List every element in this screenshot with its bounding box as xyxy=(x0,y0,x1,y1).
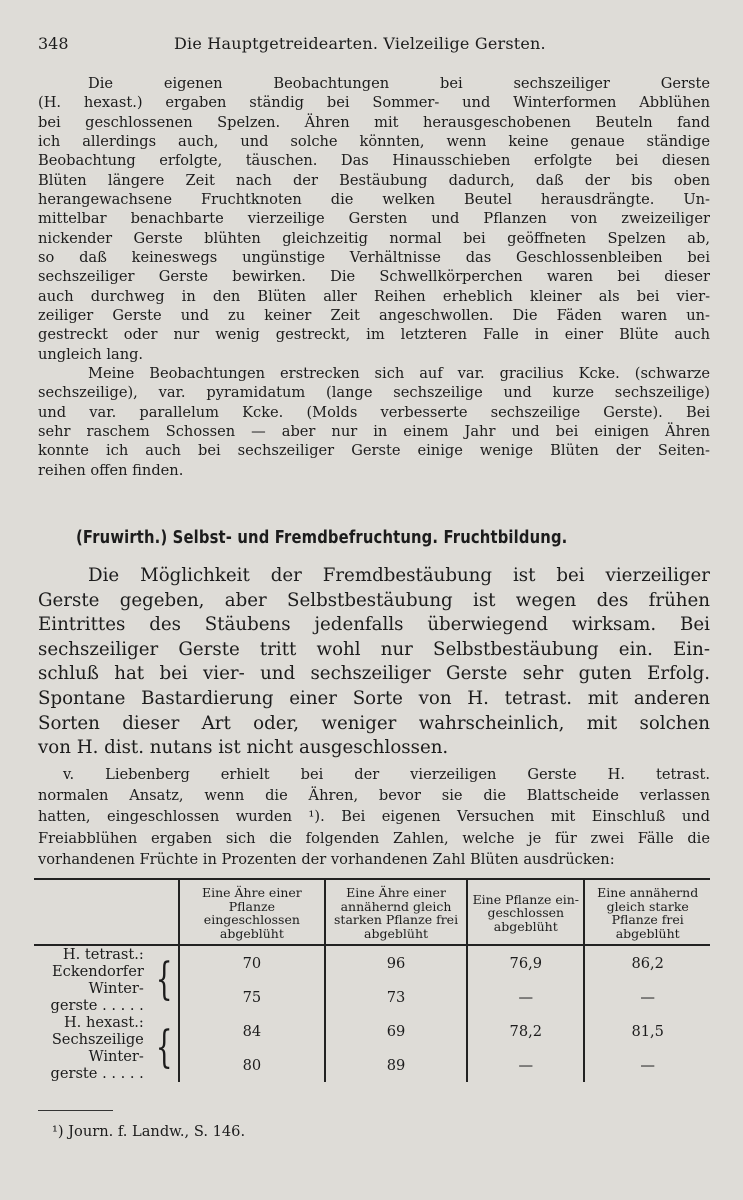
text-line: so daß keineswegs ungünstige Verhältnisse das Geschlossenbleiben bei xyxy=(38,249,710,267)
text-line: mittelbar benachbarte vierzeilige Gersten und Pflanzen von zweizeiliger xyxy=(38,210,710,228)
paragraph-pollination xyxy=(38,564,710,761)
text-line: sechszeilige), var. pyramidatum (lange sechszeilige und kurze sechszeilige) xyxy=(38,384,710,402)
table-cell: 76,9 xyxy=(467,945,584,980)
text-line: sechszeiliger Gerste tritt wohl nur Selbstbestäubung ein. Ein- xyxy=(38,638,710,660)
section-heading: (Fruwirth.) Selbst- und Fremdbefruchtung. Fruchtbildung. xyxy=(76,527,568,548)
column-header: Eine Ähre einer Pflanze eingeschlossen abgeblüht xyxy=(179,879,325,945)
text-line: Die eigenen Beobachtungen bei sechszeiliger Gerste xyxy=(88,75,710,92)
row-label-line: gerste . . . . . xyxy=(50,997,144,1014)
row-label-line: H. tetrast.: xyxy=(62,946,144,963)
text-line: nickender Gerste blühten gleichzeitig normal bei geöffneten Spelzen ab, xyxy=(38,229,710,247)
table-cell: 86,2 xyxy=(584,945,710,980)
row-label-line: gerste . . . . . xyxy=(50,1065,144,1082)
text-line: Sorten dieser Art oder, weniger wahrscheinlich, mit solchen xyxy=(38,712,710,734)
text-line: Beobachtung erfolgte, täuschen. Das Hinausschieben erfolgte bei diesen xyxy=(38,152,710,170)
text-line: bei geschlossenen Spelzen. Ähren mit herausgeschobenen Beuteln fand xyxy=(38,113,710,131)
row-label-line: Eckendorfer Winter- xyxy=(52,963,144,997)
running-title: Die Hauptgetreidearten. Vielzeilige Gersten. xyxy=(174,34,546,53)
table-row xyxy=(34,1014,710,1048)
text-line: und var. parallelum Kcke. (Molds verbesserte sechszeilige Gerste). Bei xyxy=(38,403,710,421)
text-line: Spontane Bastardierung einer Sorte von H. tetrast. mit anderen xyxy=(38,687,710,709)
row-label-line: Sechszeilige Winter- xyxy=(51,1031,144,1065)
text-line: Eintrittes des Stäubens jedenfalls überwiegend wirksam. Bei xyxy=(38,614,710,636)
results-table xyxy=(34,878,710,1082)
column-header: Eine Pflanze ein-geschlossen abgeblüht xyxy=(467,879,584,945)
text-line: auch durchweg in den Blüten aller Reihen erheblich kleiner als bei vier- xyxy=(38,287,710,305)
text-line: zeiliger Gerste und zu keiner Zeit angeschwollen. Die Fäden waren un- xyxy=(38,307,710,325)
footnote-rule xyxy=(38,1110,113,1111)
paragraph-varieties xyxy=(38,364,710,480)
table-cell: 89 xyxy=(325,1048,467,1082)
text-line: Die Möglichkeit der Fremdbestäubung ist bei vierzeiliger xyxy=(88,565,710,586)
text-line: hatten, eingeschlossen wurden ¹). Bei eigenen Versuchen mit Einschluß und xyxy=(38,808,710,826)
column-header: Eine annähernd gleich starke Pflanze frei abgeblüht xyxy=(584,879,710,945)
brace: { xyxy=(155,954,173,1005)
table-cell: — xyxy=(584,1048,710,1082)
text-line: v. Liebenberg erhielt bei der vierzeiligen Gerste H. tetrast. xyxy=(63,766,710,783)
text-line: sechszeiliger Gerste bewirken. Die Schwellkörperchen waren bei dieser xyxy=(38,268,710,286)
text-line: reihen offen finden. xyxy=(38,461,184,479)
text-line: Blüten längere Zeit nach der Bestäubung dadurch, daß der bis oben xyxy=(38,171,710,189)
text-line: Meine Beobachtungen erstrecken sich auf var. gracilius Kcke. (schwarze xyxy=(88,365,710,382)
text-line: schluß hat bei vier- und sechszeiliger Gerste sehr guten Erfolg. xyxy=(38,663,710,685)
text-line: herangewachsene Fruchtknoten die welken Beutel herausdrängte. Un- xyxy=(38,191,710,209)
text-line: gestreckt oder nur wenig gestreckt, im letzteren Falle in einer Blüte auch xyxy=(38,326,710,344)
text-line: ich allerdings auch, und solche könnten, wenn keine genaue ständige xyxy=(38,133,710,151)
column-header: Eine Ähre einer annähernd gleich starken Pflanze frei abgeblüht xyxy=(325,879,467,945)
text-line: ungleich lang. xyxy=(38,345,144,363)
table-cell: 69 xyxy=(325,1014,467,1048)
text-line: normalen Ansatz, wenn die Ähren, bevor sie die Blattscheide verlassen xyxy=(38,787,710,805)
stub-header xyxy=(34,879,179,945)
table-cell: — xyxy=(467,980,584,1014)
text-line: vorhandenen Früchte in Prozenten der vorhandenen Zahl Blüten ausdrücken: xyxy=(38,850,615,868)
text-line: konnte ich auch bei sechszeiliger Gerste einige wenige Blüten der Seiten- xyxy=(38,442,710,460)
page-number: 348 xyxy=(38,34,69,53)
row-label xyxy=(34,1014,150,1082)
paragraph-liebenberg xyxy=(38,764,710,870)
row-label-line: H. hexast.: xyxy=(63,1014,144,1031)
text-line: von H. dist. nutans ist nicht ausgeschlossen. xyxy=(38,737,449,759)
text-line: Gerste gegeben, aber Selbstbestäubung ist wegen des frühen xyxy=(38,589,710,611)
paragraph-observations xyxy=(38,74,710,364)
brace: { xyxy=(155,1022,173,1073)
table-cell: 78,2 xyxy=(467,1014,584,1048)
table-row xyxy=(34,945,710,980)
row-label xyxy=(34,945,150,1014)
table-cell: 70 xyxy=(179,945,325,980)
table-cell: 73 xyxy=(325,980,467,1014)
text-line: Freiabblühen ergaben sich die folgenden Zahlen, welche je für zwei Fälle die xyxy=(38,829,710,847)
table-cell: 75 xyxy=(179,980,325,1014)
footnote: ¹) Journ. f. Landw., S. 146. xyxy=(52,1123,246,1140)
table-cell: — xyxy=(467,1048,584,1082)
table-cell: 81,5 xyxy=(584,1014,710,1048)
table-cell: 96 xyxy=(325,945,467,980)
table-cell: 80 xyxy=(179,1048,325,1082)
table-cell: 84 xyxy=(179,1014,325,1048)
text-line: sehr raschem Schossen — aber nur in einem Jahr und bei einigen Ähren xyxy=(38,423,710,441)
text-line: (H. hexast.) ergaben ständig bei Sommer- und Winterformen Abblühen xyxy=(38,94,710,112)
table-cell: — xyxy=(584,980,710,1014)
